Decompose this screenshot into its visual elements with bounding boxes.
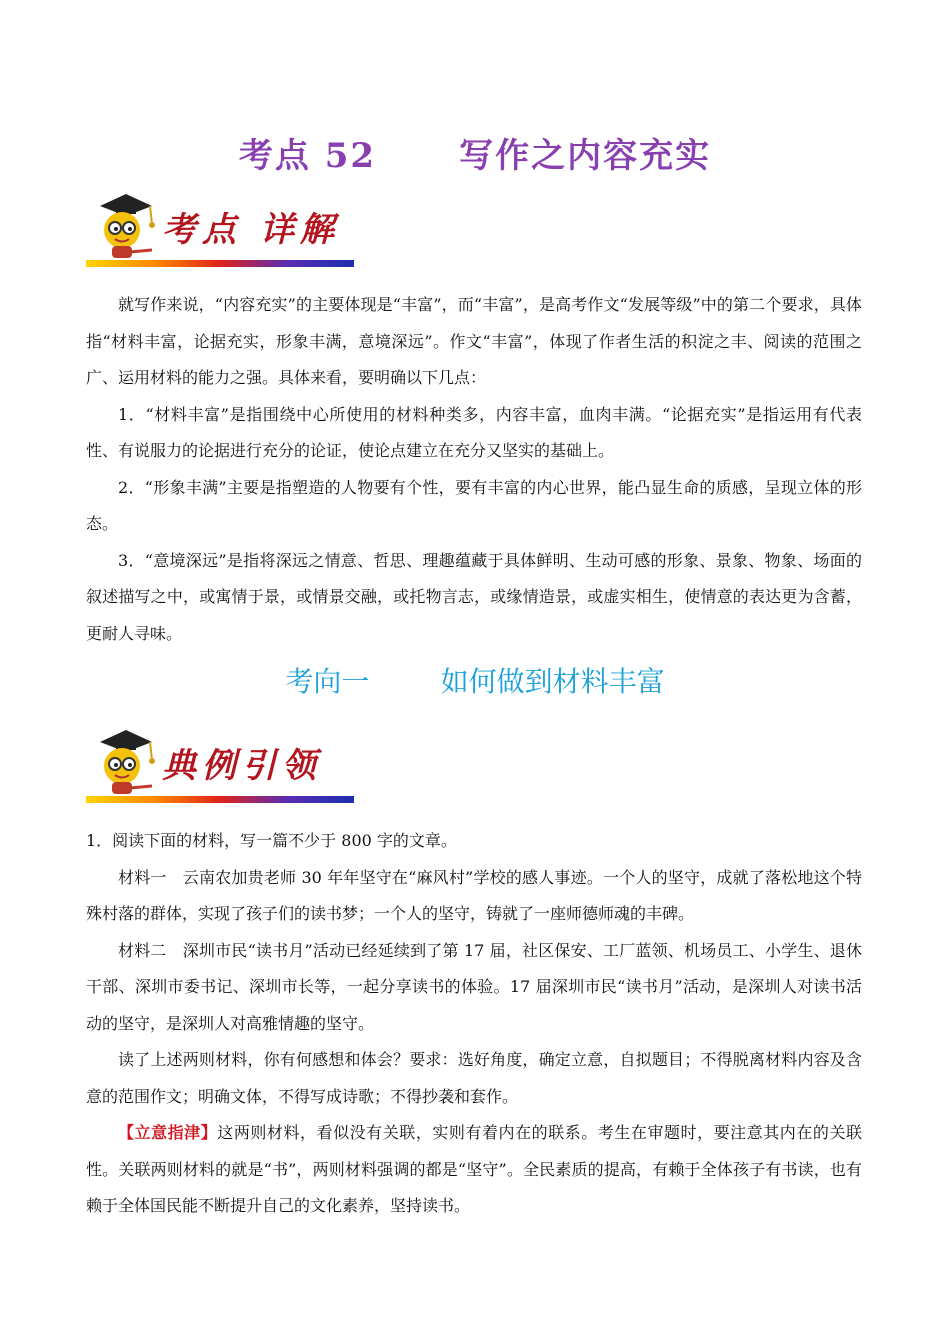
- intro-point-1: 1．“材料丰富”是指围绕中心所使用的材料种类多，内容丰富，血肉丰满。“论据充实”是指运用有代表性、有说服力的论据进行充分的论证，使论点建立在充分又坚实的基础上。: [86, 404, 862, 460]
- example-guide: [86, 1115, 862, 1225]
- example-section: [86, 823, 862, 1225]
- example-requirement: 读了上述两则材料，你有何感想和体会？要求：选好角度，确定立意，自拟题目；不得脱离材料内容及含意的范围作文；明确文体，不得写成诗歌；不得抄袭和套作。: [86, 1050, 862, 1106]
- section-heading: 考向一 如何做到材料丰富: [285, 665, 665, 698]
- example-question: 1．阅读下面的材料，写一篇不少于 800 字的文章。: [86, 831, 457, 850]
- guide-label: 【立意指津】: [118, 1123, 218, 1142]
- page-title: 考点 52 写作之内容充实: [238, 136, 712, 176]
- banner-gradient-bar: [86, 260, 354, 267]
- intro-point-2: 2．“形象丰满”主要是指塑造的人物要有个性，要有丰富的内心世界，能凸显生命的质感，呈现立体的形态。: [86, 477, 862, 533]
- banner-label: 考点 详解: [162, 210, 340, 250]
- section-banner-details: [86, 190, 356, 270]
- scholar-mascot-icon: [86, 190, 166, 270]
- guide-text: 这两则材料，看似没有关联，实则有着内在的联系。考生在审题时，要注意其内在的关联性。关联两则材料的就是“书”，两则材料强调的都是“坚守”。全民素质的提高，有赖于全体孩子有书读，也有赖于全体国民能不断提升自己的文化素养，坚持读书。: [86, 1123, 862, 1215]
- example-material-1: 材料一 云南农加贵老师 30 年年坚守在“麻风村”学校的感人事迹。一个人的坚守，成就了落松地这个特殊村落的群体，实现了孩子们的读书梦；一个人的坚守，铸就了一座师德师魂的丰碑。: [86, 867, 862, 923]
- scholar-mascot-icon: [86, 726, 166, 806]
- intro-section: [86, 287, 862, 652]
- section-banner-examples: [86, 726, 356, 806]
- intro-point-3: 3．“意境深远”是指将深远之情意、哲思、理趣蕴藏于具体鲜明、生动可感的形象、景象、物象、场面的叙述描写之中，或寓情于景，或情景交融，或托物言志，或缘情造景，或虚实相生，使情意的表达更为含蓄，更耐人寻味。: [86, 550, 862, 643]
- intro-paragraph: 就写作来说，“内容充实”的主要体现是“丰富”，而“丰富”，是高考作文“发展等级”中的第二个要求，具体指“材料丰富，论据充实，形象丰满，意境深远”。作文“丰富”，体现了作者生活的积淀之丰、阅读的范围之广、运用材料的能力之强。具体来看，要明确以下几点：: [86, 295, 862, 387]
- banner-label: 典例引领: [162, 746, 322, 786]
- banner-gradient-bar: [86, 796, 354, 803]
- example-material-2: 材料二 深圳市民“读书月”活动已经延续到了第 17 届，社区保安、工厂蓝领、机场员工、小学生、退休干部、深圳市委书记、深圳市长等，一起分享读书的体验。17 届深圳市民“读书月”活动，是深圳人对读书活动的坚守，是深圳人对高雅情趣的坚守。: [86, 940, 862, 1033]
